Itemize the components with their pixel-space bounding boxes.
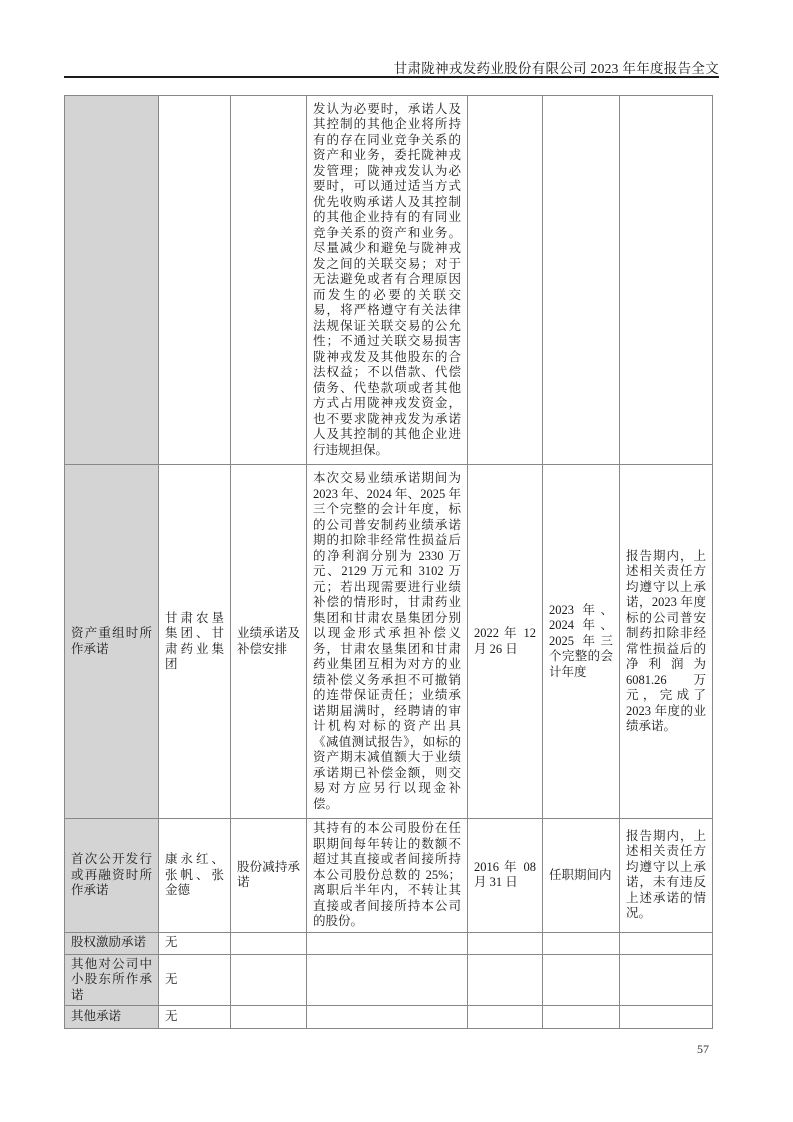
commitment-type-cell bbox=[231, 1006, 307, 1029]
commitment-date-cell: 2016 年 08 月 31 日 bbox=[468, 819, 543, 933]
commitment-term-cell: 2023 年、2024 年、2025 年三个完整的会计年度 bbox=[543, 465, 620, 819]
commitment-type-cell: 股份减持承诺 bbox=[231, 819, 307, 933]
page-number: 57 bbox=[697, 1042, 709, 1056]
commitment-content-cell: 发认为必要时，承诺人及其控制的其他企业将所持有的存在同业竞争关系的资产和业务，委托陇神戎发管理；陇神戎发认为必要时，可以通过适当方式优先收购承诺人及其控制的其他企业持有的有同业竞争关系的资产和业务。尽量减少和避免与陇神戎发之间的关联交易；对于无法避免或者有合理原因而发生的必要的关联交易，将严格遵守有关法律法规保证关联交易的公允性；不通过关联交易损害陇神戎发及其他股东的合法权益；不以借款、代偿债务、代垫款项或者其他方式占用陇神戎发资金，也不要求陇神戎发为承诺人及其控制的其他企业进行违规担保。 bbox=[307, 96, 468, 465]
commitment-category-cell: 股权激励承诺 bbox=[65, 932, 159, 954]
performance-status-cell bbox=[620, 1006, 713, 1029]
commitment-category-cell bbox=[65, 96, 159, 465]
committing-party-cell bbox=[159, 96, 231, 465]
commitment-term-cell: 任职期间内 bbox=[543, 819, 620, 933]
committing-party-cell: 康永红、张帆、张金德 bbox=[159, 819, 231, 933]
committing-party-cell: 无 bbox=[159, 932, 231, 954]
commitment-type-cell bbox=[231, 96, 307, 465]
table-row-minority-shareholders bbox=[65, 954, 713, 1006]
table-row-ipo-refinancing bbox=[65, 819, 713, 933]
commitment-date-cell bbox=[468, 1006, 543, 1029]
commitment-term-cell bbox=[543, 932, 620, 954]
commitment-content-cell: 其持有的本公司股份在任职期间每年转让的数额不超过其直接或者间接所持本公司股份总数的 25%；离职后半年内，不转让其直接或者间接所持本公司的股份。 bbox=[307, 819, 468, 933]
commitments-table bbox=[64, 95, 713, 1029]
commitment-category-cell: 其他对公司中小股东所作承诺 bbox=[65, 954, 159, 1006]
commitment-category-cell: 资产重组时所作承诺 bbox=[65, 465, 159, 819]
commitment-content-cell bbox=[307, 932, 468, 954]
commitment-type-cell bbox=[231, 932, 307, 954]
table-row-equity-incentive bbox=[65, 932, 713, 954]
commitment-date-cell bbox=[468, 96, 543, 465]
commitment-date-cell: 2022 年 12 月 26 日 bbox=[468, 465, 543, 819]
performance-status-cell bbox=[620, 932, 713, 954]
committing-party-cell: 无 bbox=[159, 954, 231, 1006]
header-rule bbox=[64, 76, 719, 78]
table-row-continued bbox=[65, 96, 713, 465]
commitment-type-cell bbox=[231, 954, 307, 1006]
performance-status-cell bbox=[620, 954, 713, 1006]
commitment-type-cell: 业绩承诺及补偿安排 bbox=[231, 465, 307, 819]
commitment-term-cell bbox=[543, 96, 620, 465]
page-header-title: 甘肃陇神戎发药业股份有限公司 2023 年年度报告全文 bbox=[393, 61, 719, 76]
commitment-content-cell bbox=[307, 954, 468, 1006]
commitment-content-cell bbox=[307, 1006, 468, 1029]
commitment-date-cell bbox=[468, 954, 543, 1006]
table-row-asset-restructuring bbox=[65, 465, 713, 819]
commitment-category-cell: 其他承诺 bbox=[65, 1006, 159, 1029]
commitment-date-cell bbox=[468, 932, 543, 954]
commitment-term-cell bbox=[543, 954, 620, 1006]
performance-status-cell: 报告期内，上述相关责任方均遵守以上承诺，2023 年度标的公司普安制药扣除非经常性损益后的净利润为 6081.26 万元，完成了 2023 年度的业绩承诺。 bbox=[620, 465, 713, 819]
table-row-other-commitments bbox=[65, 1006, 713, 1029]
committing-party-cell: 甘肃农垦集团、甘肃药业集团 bbox=[159, 465, 231, 819]
commitment-term-cell bbox=[543, 1006, 620, 1029]
performance-status-cell: 报告期内，上述相关责任方均遵守以上承诺，未有违反上述承诺的情况。 bbox=[620, 819, 713, 933]
committing-party-cell: 无 bbox=[159, 1006, 231, 1029]
performance-status-cell bbox=[620, 96, 713, 465]
commitment-category-cell: 首次公开发行或再融资时所作承诺 bbox=[65, 819, 159, 933]
commitment-content-cell: 本次交易业绩承诺期间为 2023 年、2024 年、2025 年三个完整的会计年度，标的公司普安制药业绩承诺期的扣除非经常性损益后的净利润分别为 2330 万元、2129 万元和 3102 万元；若出现需要进行业绩补偿的情形时，甘肃药业集团和甘肃农垦集团分别以现金形式承担补偿义务，甘肃农垦集团和甘肃药业集团互相为对方的业绩补偿义务承担不可撤销的连带保证责任；业绩承诺期届满时，经聘请的审计机构对标的资产出具《减值测试报告》，如标的资产期末减值额大于业绩承诺期已补偿金额，则交易对方应另行以现金补偿。 bbox=[307, 465, 468, 819]
